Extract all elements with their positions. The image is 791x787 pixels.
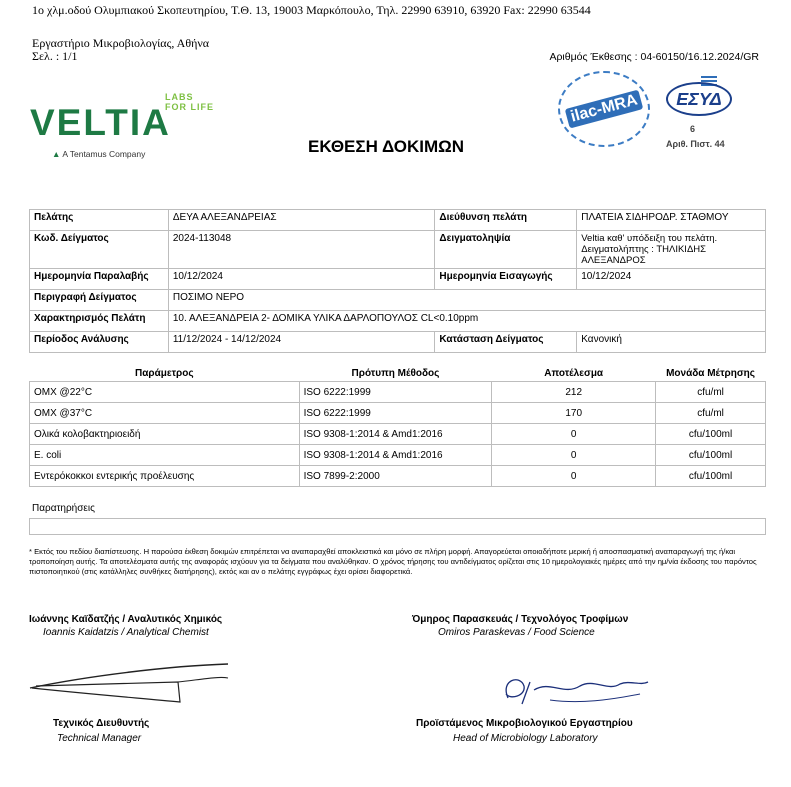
table-row bbox=[30, 290, 766, 311]
page-number: Σελ. : 1/1 bbox=[32, 49, 78, 63]
parameter-cell: ΟΜΧ @22°C bbox=[30, 382, 300, 403]
table-row bbox=[30, 403, 766, 424]
parameter-cell: ΟΜΧ @37°C bbox=[30, 403, 300, 424]
report-number: Αριθμός Έκθεσης : 04-60150/16.12.2024/GR bbox=[549, 51, 759, 63]
table-row bbox=[30, 466, 766, 487]
table-row bbox=[30, 210, 766, 231]
unit-cell: cfu/100ml bbox=[656, 445, 766, 466]
right-signer-name: Όμηρος Παρασκευάς / Τεχνολόγος Τροφίμων bbox=[412, 614, 629, 625]
header-result: Αποτέλεσμα bbox=[544, 367, 604, 379]
result-cell: 170 bbox=[492, 403, 656, 424]
receipt-date-value: 10/12/2024 bbox=[168, 269, 435, 290]
unit-cell: cfu/ml bbox=[656, 403, 766, 424]
page-title: ΕΚΘΕΣΗ ΔΟΚΙΜΩΝ bbox=[308, 137, 465, 156]
left-signer-name-en: Ioannis Kaidatzis / Analytical Chemist bbox=[43, 627, 209, 638]
result-cell: 0 bbox=[492, 445, 656, 466]
lab-name: Εργαστήριο Μικροβιολογίας, Αθήνα bbox=[32, 36, 210, 50]
method-cell: ISO 9308-1:2014 & Amd1:2016 bbox=[299, 445, 492, 466]
unit-cell: cfu/100ml bbox=[656, 424, 766, 445]
entry-date-value: 10/12/2024 bbox=[577, 269, 766, 290]
table-row bbox=[30, 269, 766, 290]
method-cell: ISO 6222:1999 bbox=[299, 382, 492, 403]
characterization-value: 10. ΑΛΕΞΑΝΔΡΕΙΑ 2- ΔΟΜΙΚΑ ΥΛΙΚΑ ΔΑΡΛΟΠΟΥΛΟΣ CL<0.10ppm bbox=[168, 311, 765, 332]
client-value: ΔΕΥΑ ΑΛΕΞΑΝΔΡΕΙΑΣ bbox=[168, 210, 435, 231]
ilac-mra-logo bbox=[558, 71, 650, 147]
sample-info-table bbox=[29, 209, 766, 353]
parameter-cell: Ολικά κολοβακτηριοειδή bbox=[30, 424, 300, 445]
address-value: ΠΛΑΤΕΙΑ ΣΙΔΗΡΟΔΡ. ΣΤΑΘΜΟΥ bbox=[577, 210, 766, 231]
right-signature bbox=[490, 670, 660, 710]
header-method: Πρότυπη Μέθοδος bbox=[351, 367, 440, 379]
certificate-number: Αριθ. Πιστ. 44 bbox=[666, 139, 725, 149]
status-value: Κανονική bbox=[577, 332, 766, 353]
tentamus-icon: ▲ bbox=[52, 149, 61, 159]
sample-code-value: 2024-113048 bbox=[168, 231, 435, 269]
left-signer-role-en: Technical Manager bbox=[57, 733, 142, 744]
method-cell: ISO 7899-2:2000 bbox=[299, 466, 492, 487]
notes-label: Παρατηρήσεις bbox=[32, 503, 95, 514]
period-label: Περίοδος Ανάλυσης bbox=[30, 332, 169, 353]
table-row bbox=[30, 424, 766, 445]
company-text: A Tentamus Company bbox=[62, 149, 146, 159]
parameter-cell: E. coli bbox=[30, 445, 300, 466]
right-signer-name-en: Omiros Paraskevas / Food Science bbox=[438, 627, 595, 638]
ilac-text: ilac-MRA bbox=[564, 89, 643, 128]
sampling-value: Veltia καθ' υπόδειξη του πελάτη. Δειγματολήπτης : ΤΗΛΙΚΙΔΗΣ ΑΛΕΞΑΝΔΡΟΣ bbox=[577, 231, 766, 269]
description-label: Περιγραφή Δείγματος bbox=[30, 290, 169, 311]
parameter-cell: Εντερόκοκκοι εντερικής προέλευσης bbox=[30, 466, 300, 487]
result-cell: 212 bbox=[492, 382, 656, 403]
method-cell: ISO 9308-1:2014 & Amd1:2016 bbox=[299, 424, 492, 445]
left-signer-role: Τεχνικός Διευθυντής bbox=[53, 718, 150, 729]
result-cell: 0 bbox=[492, 424, 656, 445]
table-row bbox=[30, 445, 766, 466]
entry-date-label: Ημερομηνία Εισαγωγής bbox=[435, 269, 577, 290]
tagline-for-life: FOR LIFE bbox=[165, 102, 214, 112]
result-cell: 0 bbox=[492, 466, 656, 487]
header-unit: Μονάδα Μέτρησης bbox=[666, 367, 755, 379]
period-value: 11/12/2024 - 14/12/2024 bbox=[168, 332, 435, 353]
table-row bbox=[30, 332, 766, 353]
results-table bbox=[29, 365, 766, 487]
left-signer-name: Ιωάννης Καϊδατζής / Αναλυτικός Χημικός bbox=[29, 614, 223, 625]
client-label: Πελάτης bbox=[30, 210, 169, 231]
status-label: Κατάσταση Δείγματος bbox=[435, 332, 577, 353]
table-header-row bbox=[30, 365, 766, 382]
tentamus-label bbox=[52, 149, 145, 159]
header-parameter: Παράμετρος bbox=[135, 367, 194, 379]
logo-tagline bbox=[165, 92, 214, 112]
right-signer-role-en: Head of Microbiology Laboratory bbox=[453, 733, 598, 744]
tagline-labs: LABS bbox=[165, 92, 194, 102]
receipt-date-label: Ημερομηνία Παραλαβής bbox=[30, 269, 169, 290]
sampling-label: Δειγματοληψία bbox=[435, 231, 577, 269]
lab-info bbox=[32, 37, 209, 63]
disclaimer: * Εκτός του πεδίου διαπίστευσης. Η παρούσα έκθεση δοκιμών επιτρέπεται να αναπαραχθεί αποκλειστικά και μόνο σε πλήρη μορφή. Απαγορεύεται οποιαδήποτε μερική ή αποσπασματική αναπαραγωγή της ή/και τροποποίηση αυτής. Τα αποτελέσματα αυτής της αναφοράς ισχύουν για τα δείγματα που αναλύθηκαν. Ο χρόνος τήρησης του αντιδείγματος ορίζεται στις 10 ημερολογιακές ημέρες από την ημ/νία έκδοσης του παρόντος πιστοποιητικού (στις κατάλληλες συνθήκες διατήρησης), εκτός και αν ο πελάτης εγγράφως έχει ορίσει διαφορετικά. bbox=[29, 547, 757, 576]
description-value: ΠΟΣΙΜΟ ΝΕΡΟ bbox=[168, 290, 765, 311]
address-line: 1ο χλμ.οδού Ολυμπιακού Σκοπευτηρίου, Τ.Θ. 13, 19003 Μαρκόπουλο, Τηλ. 22990 63910, 63920 Fax: 22990 63544 bbox=[32, 3, 591, 17]
esyd-number: 6 bbox=[690, 124, 696, 134]
method-cell: ISO 6222:1999 bbox=[299, 403, 492, 424]
veltia-logo: VELTIA bbox=[30, 102, 171, 143]
sample-code-label: Κωδ. Δείγματος bbox=[30, 231, 169, 269]
table-row bbox=[30, 231, 766, 269]
address-label: Διεύθυνση πελάτη bbox=[435, 210, 577, 231]
esyd-logo: ΕΣΥΔ bbox=[666, 82, 732, 116]
unit-cell: cfu/ml bbox=[656, 382, 766, 403]
right-signer-role: Προϊστάμενος Μικροβιολογικού Εργαστηρίου bbox=[416, 718, 633, 729]
table-row bbox=[30, 382, 766, 403]
left-signature bbox=[28, 658, 233, 710]
unit-cell: cfu/100ml bbox=[656, 466, 766, 487]
table-row bbox=[30, 311, 766, 332]
notes-box bbox=[29, 518, 766, 535]
characterization-label: Χαρακτηρισμός Πελάτη bbox=[30, 311, 169, 332]
